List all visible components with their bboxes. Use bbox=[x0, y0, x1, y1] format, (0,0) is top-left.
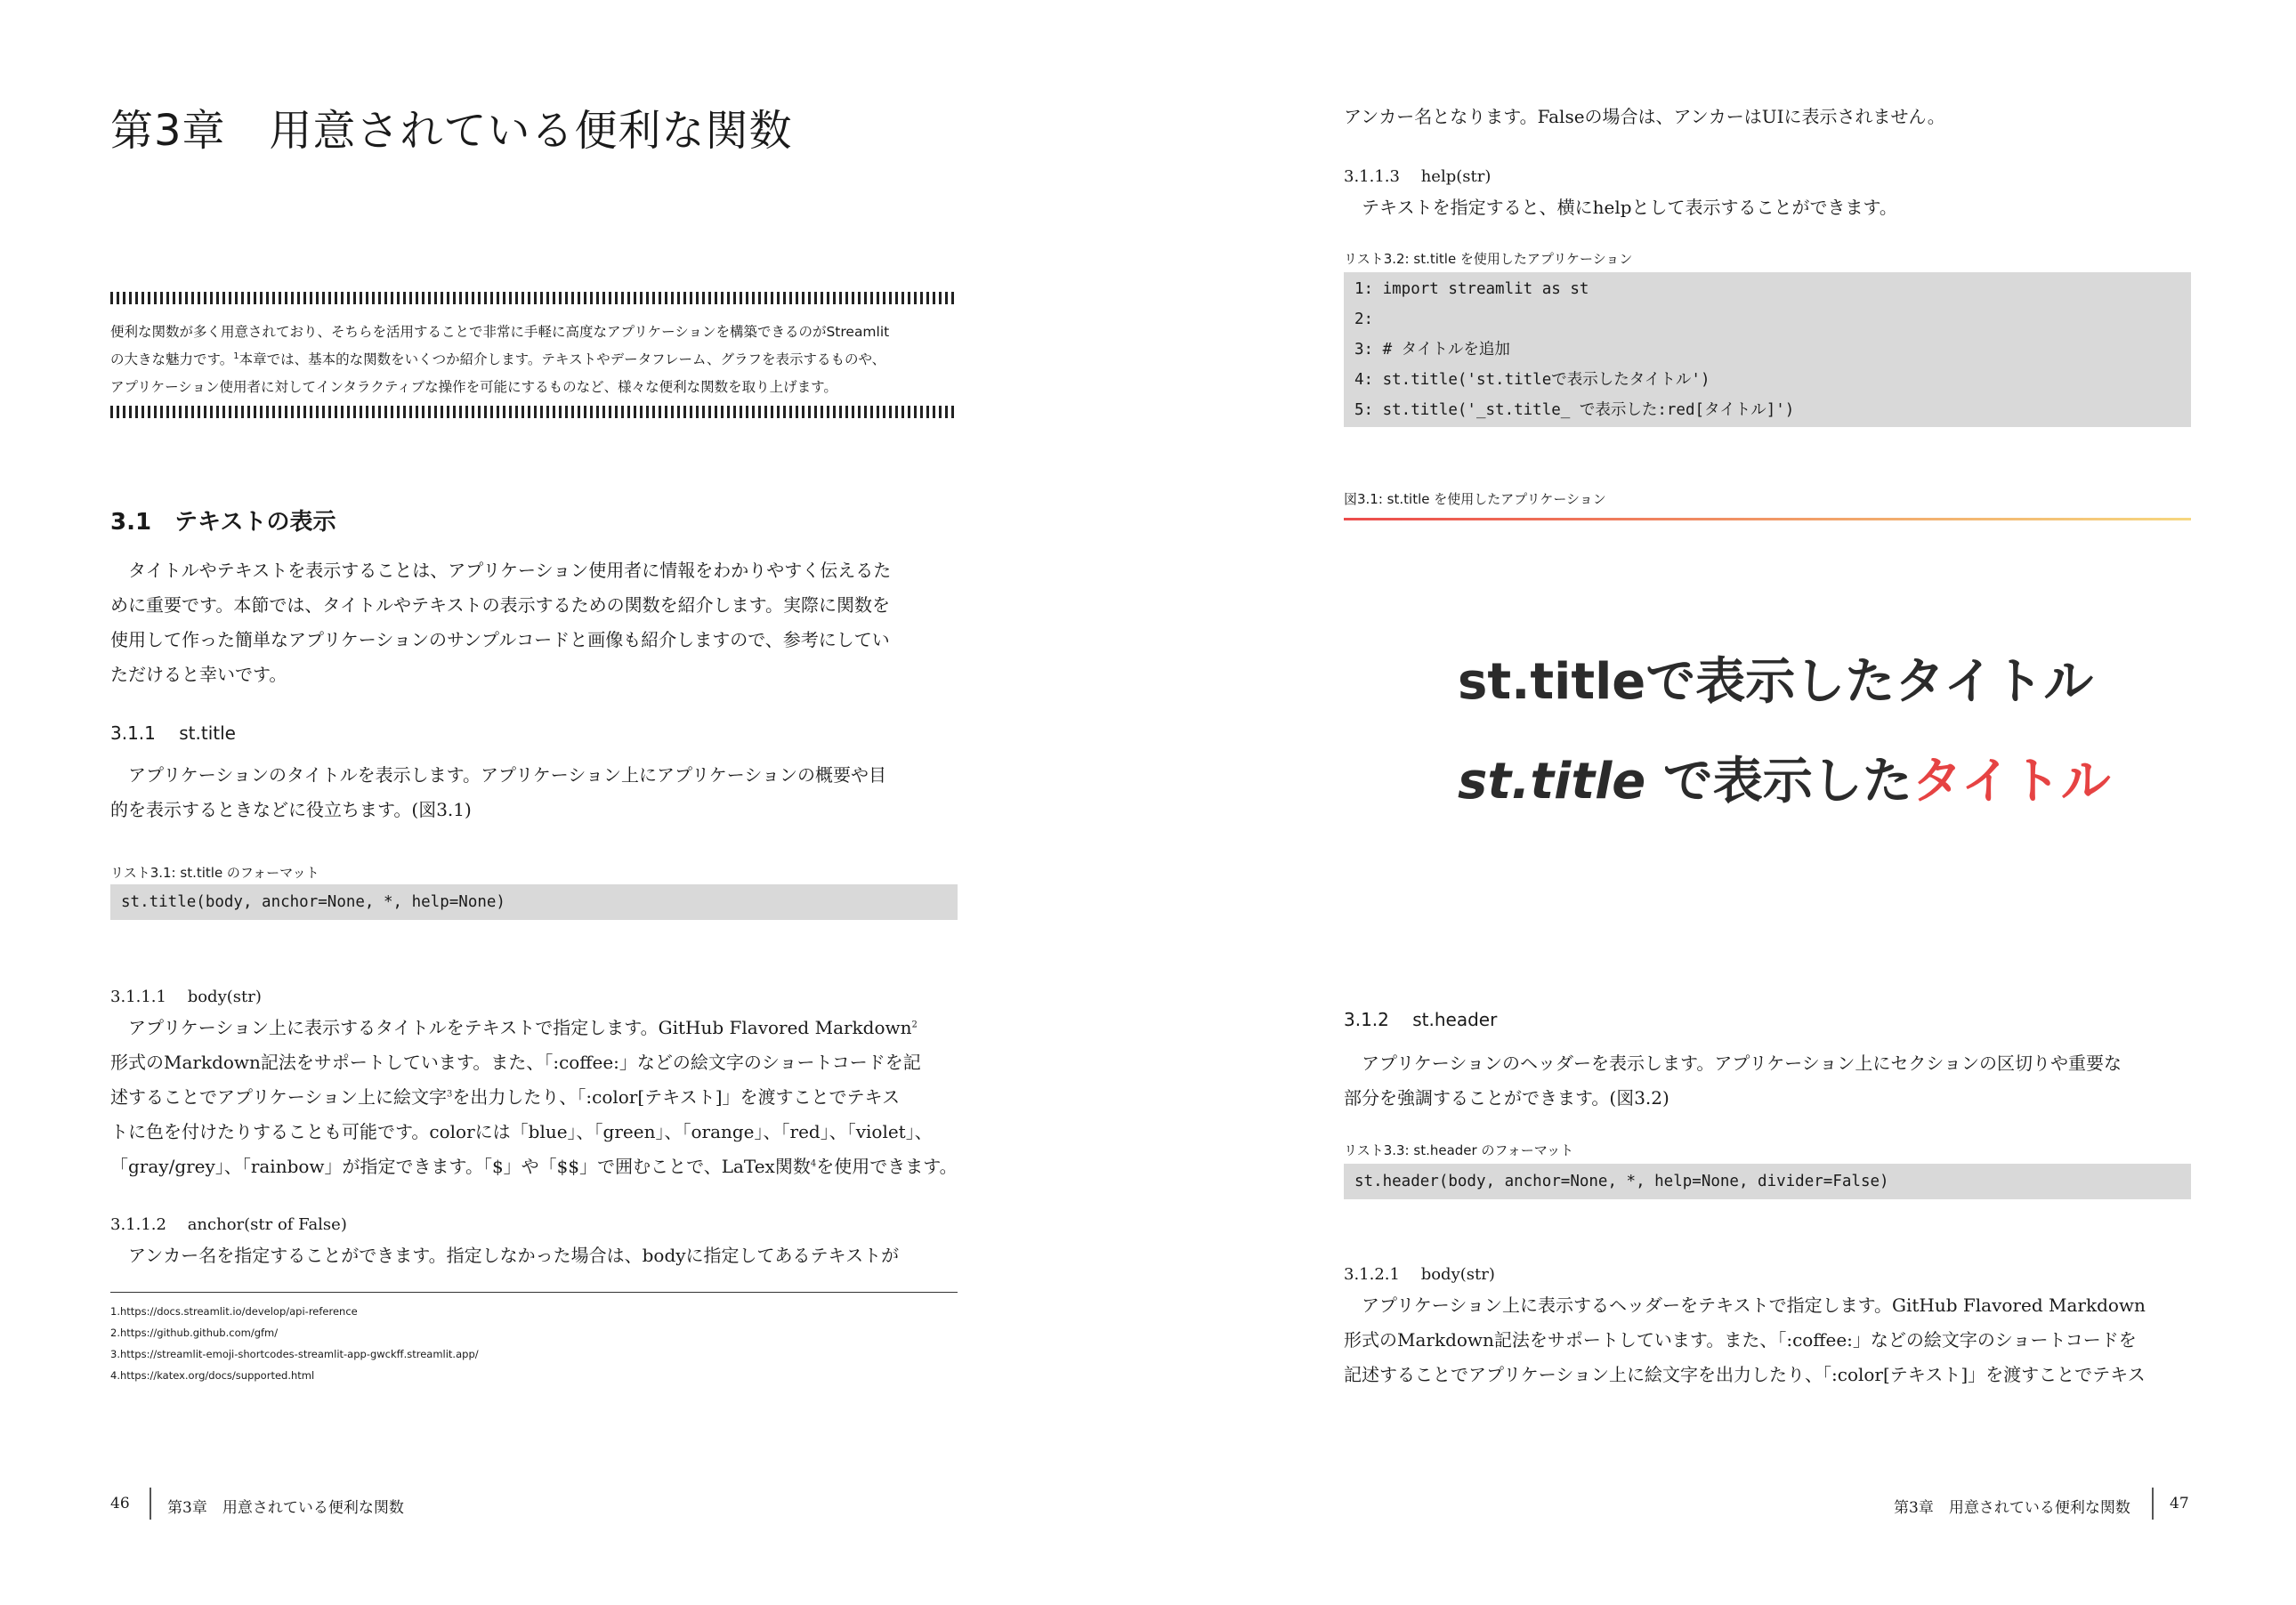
paragraph-text: 「gray/grey」、「rainbow」が指定できます。「$」や「$$」で囲むことで、LaTex関数 bbox=[110, 1156, 811, 1177]
code-line: 3: # タイトルを追加 bbox=[1354, 341, 1510, 359]
paragraph-line: アプリケーション上に表示するヘッダーをテキストで指定します。GitHub Flavored Markdown bbox=[1344, 1294, 2146, 1316]
code-line: 4: st.title('st.titleで表示したタイトル') bbox=[1354, 371, 1710, 389]
footnote-link[interactable]: 1.https://docs.streamlit.io/develop/api-reference bbox=[110, 1305, 358, 1318]
paragraph-line: アンカー名を指定することができます。指定しなかった場合は、bodyに指定してあるテキストが bbox=[110, 1245, 900, 1266]
paragraph-line bbox=[110, 1149, 958, 1184]
abstract-bottom-border bbox=[110, 406, 958, 418]
listing-caption: リスト3.3: st.header のフォーマット bbox=[1344, 1142, 1574, 1158]
parameter-heading: 3.1.1.3 help(str) bbox=[1344, 167, 1492, 186]
section-title: 3.1 テキストの表示 bbox=[110, 509, 336, 536]
paragraph-line: テキストを指定すると、横にhelpとして表示することができます。 bbox=[1344, 197, 1897, 218]
subsection-paragraph bbox=[110, 758, 958, 827]
demo-red-text: タイトル bbox=[1912, 753, 2111, 811]
parameter-heading: 3.1.1.1 body(str) bbox=[110, 988, 262, 1006]
abstract-line: アプリケーション使用者に対してインタラクティブな操作を可能にするものなど、様々な便利な関数を取り上げます。 bbox=[110, 379, 837, 395]
page-number: 46 bbox=[110, 1495, 130, 1512]
running-head: 第3章 用意されている便利な関数 bbox=[167, 1499, 404, 1517]
demo-title-styled bbox=[1458, 742, 2111, 813]
subsection-heading: 3.1.2 st.header bbox=[1344, 1009, 1498, 1030]
abstract-text: 本章では、基本的な関数をいくつか紹介します。テキストやデータフレーム、グラフを表示するものや、 bbox=[238, 351, 886, 367]
parameter-heading: 3.1.2.1 body(str) bbox=[1344, 1265, 1495, 1284]
figure-caption: 図3.1: st.title を使用したアプリケーション bbox=[1344, 491, 1606, 507]
demo-italic-text: st.title bbox=[1458, 753, 1646, 811]
abstract-text: の大きな魅力です。 bbox=[110, 351, 234, 367]
abstract-line bbox=[110, 346, 958, 374]
code-listing bbox=[1344, 272, 2191, 427]
parameter-paragraph bbox=[110, 1011, 958, 1184]
listing-caption: リスト3.2: st.title を使用したアプリケーション bbox=[1344, 251, 1633, 267]
footnotes bbox=[110, 1301, 479, 1386]
paragraph-line: アプリケーションのタイトルを表示します。アプリケーション上にアプリケーションの概要や目 bbox=[110, 764, 886, 786]
code-line: 2: bbox=[1354, 311, 1374, 328]
paragraph-text: アプリケーション上に表示するタイトルをテキストで指定します。GitHub Flavored Markdown bbox=[110, 1017, 912, 1038]
paragraph-line: 的を表示するときなどに役立ちます。(図3.1) bbox=[110, 799, 472, 820]
chapter-abstract bbox=[110, 319, 958, 401]
footnote-link[interactable]: 3.https://streamlit-emoji-shortcodes-streamlit-app-gwckff.streamlit.app/ bbox=[110, 1348, 479, 1360]
paragraph-line: アンカー名となります。Falseの場合は、アンカーはUIに表示されません。 bbox=[1344, 106, 1945, 127]
listing-caption: リスト3.1: st.title のフォーマット bbox=[110, 865, 319, 881]
footnote-divider bbox=[110, 1292, 958, 1293]
parameter-paragraph bbox=[110, 1238, 958, 1273]
paragraph-line bbox=[110, 1080, 958, 1115]
paragraph-line bbox=[110, 1011, 958, 1045]
paragraph-text: を使用できます。 bbox=[816, 1156, 958, 1177]
subsection-heading: 3.1.1 st.title bbox=[110, 722, 236, 744]
abstract-top-border bbox=[110, 292, 958, 304]
abstract-line: 便利な関数が多く用意されており、そちらを活用することで非常に手軽に高度なアプリケーションを構築できるのがStreamlit bbox=[110, 324, 890, 340]
running-head: 第3章 用意されている便利な関数 bbox=[1894, 1499, 2130, 1517]
footnote-ref-4[interactable]: 4 bbox=[810, 1158, 817, 1169]
code-listing bbox=[110, 884, 958, 920]
right-page bbox=[1148, 0, 2296, 1605]
footnote-ref-2[interactable]: 2 bbox=[911, 1020, 918, 1030]
code-listing bbox=[1344, 1164, 2191, 1199]
figure-top-rule bbox=[1344, 518, 2191, 520]
paragraph-line: 形式のMarkdown記法をサポートしています。また、「:coffee:」などの絵文字のショートコードを bbox=[1344, 1329, 2137, 1351]
demo-plain-text: で表示した bbox=[1645, 753, 1912, 811]
paragraph-line: ただけると幸いです。 bbox=[110, 664, 287, 685]
code-line: 5: st.title('_st.title_ で表示した:red[タイトル]') bbox=[1354, 401, 1795, 419]
parameter-paragraph bbox=[1344, 1288, 2191, 1392]
paragraph-line: 形式のMarkdown記法をサポートしています。また、「:coffee:」などの絵文字のショートコードを記 bbox=[110, 1052, 921, 1073]
folio-divider bbox=[150, 1488, 151, 1520]
footnote-ref-1[interactable]: 1 bbox=[233, 351, 239, 361]
paragraph-line: トに色を付けたりすることも可能です。colorには「blue」、「green」、「orange」、「red」、「violet」、 bbox=[110, 1121, 933, 1142]
footnote-link[interactable]: 2.https://github.github.com/gfm/ bbox=[110, 1327, 279, 1339]
section-paragraph bbox=[110, 553, 958, 692]
paragraph-text: を出力したり、「:color[テキスト]」を渡すことでテキス bbox=[452, 1086, 901, 1108]
parameter-heading: 3.1.1.2 anchor(str of False) bbox=[110, 1215, 347, 1234]
subsection-paragraph bbox=[1344, 1046, 2191, 1116]
parameter-paragraph bbox=[1344, 190, 2191, 225]
folio-divider bbox=[2152, 1488, 2154, 1520]
chapter-title: 第3章 用意されている便利な関数 bbox=[110, 106, 793, 156]
footnote-link[interactable]: 4.https://katex.org/docs/supported.html bbox=[110, 1369, 315, 1382]
continued-paragraph bbox=[1344, 100, 2191, 134]
footnote-ref-3[interactable]: 3 bbox=[447, 1089, 453, 1100]
paragraph-line: タイトルやテキストを表示することは、アプリケーション使用者に情報をわかりやすく伝えるた bbox=[110, 560, 892, 581]
code-line: 1: import streamlit as st bbox=[1354, 280, 1589, 298]
page-number: 47 bbox=[2170, 1495, 2189, 1512]
paragraph-line: 部分を強調することができます。(図3.2) bbox=[1344, 1087, 1669, 1109]
code-line: st.title(body, anchor=None, *, help=None) bbox=[121, 893, 505, 911]
demo-title-plain: st.titleで表示したタイトル bbox=[1458, 653, 2094, 711]
paragraph-line: めに重要です。本節では、タイトルやテキストの表示するための関数を紹介します。実際に関数を bbox=[110, 594, 890, 616]
code-line: st.header(body, anchor=None, *, help=None, divider=False) bbox=[1354, 1173, 1889, 1190]
paragraph-line: 記述することでアプリケーション上に絵文字を出力したり、「:color[テキスト]」を渡すことでテキス bbox=[1344, 1364, 2146, 1385]
paragraph-line: 使用して作った簡単なアプリケーションのサンプルコードと画像も紹介しますので、参考にしてい bbox=[110, 629, 890, 650]
paragraph-text: 述することでアプリケーション上に絵文字 bbox=[110, 1086, 447, 1108]
paragraph-line: アプリケーションのヘッダーを表示します。アプリケーション上にセクションの区切りや重要な bbox=[1344, 1053, 2122, 1074]
